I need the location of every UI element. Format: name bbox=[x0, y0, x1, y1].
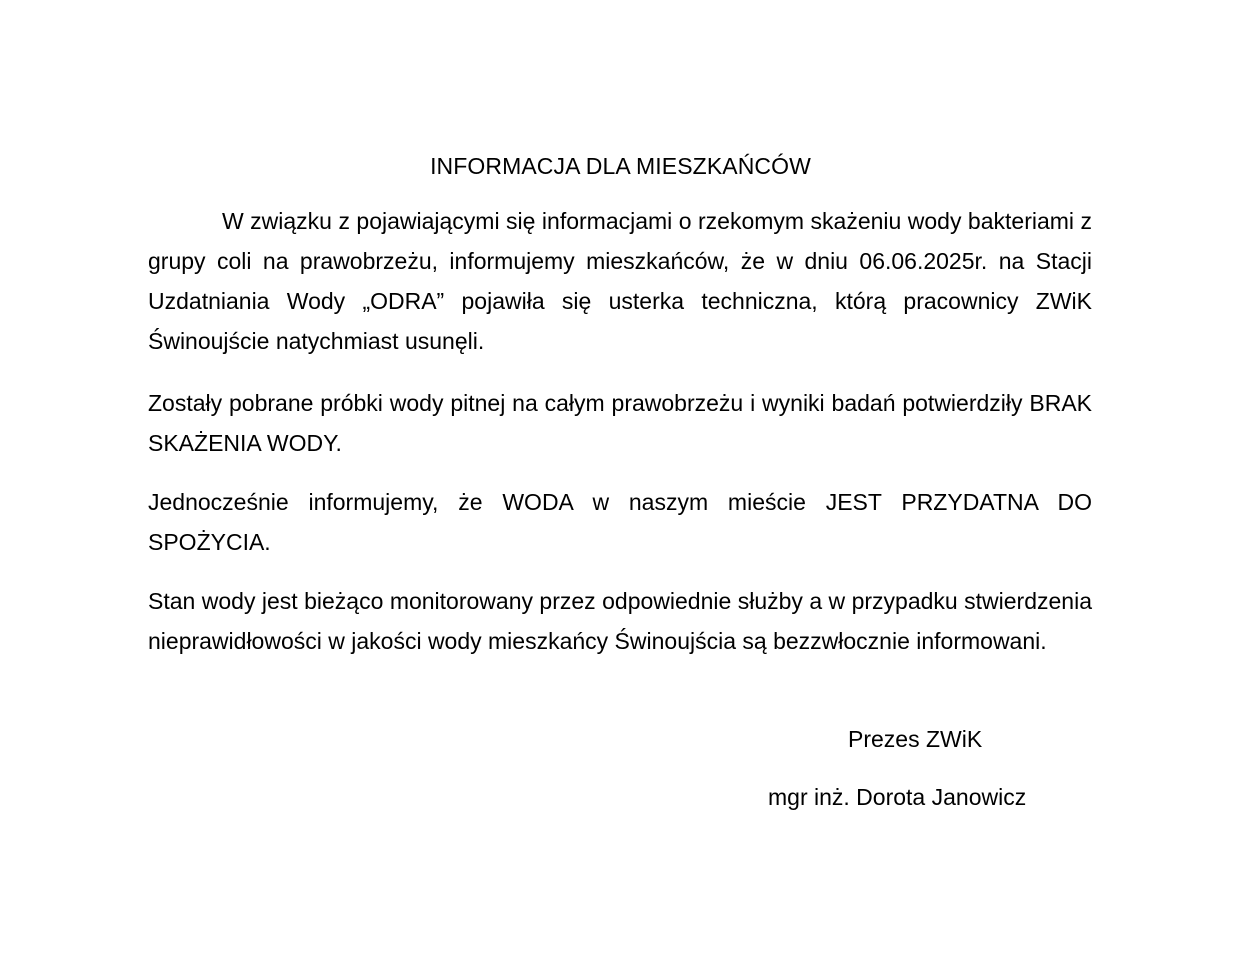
paragraph-incident: W związku z pojawiającymi się informacjami o rzekomym skażeniu wody bakteriami z grupy coli na prawobrzeżu, informujemy mieszkańców, że w dniu 06.06.2025r. na Stacji Uzdatniania Wody „ODRA” pojawiła się usterka techniczna, którą pracownicy ZWiK Świnoujście natychmiast usunęli. bbox=[148, 208, 1092, 354]
signature-role: Prezes ZWiK bbox=[848, 726, 983, 752]
document-title: INFORMACJA DLA MIESZKAŃCÓW bbox=[430, 153, 811, 179]
paragraph-water-safe: Jednocześnie informujemy, że WODA w naszym mieście JEST PRZYDATNA DO SPOŻYCIA. bbox=[148, 489, 1092, 555]
paragraph-monitoring: Stan wody jest bieżąco monitorowany przez odpowiednie służby a w przypadku stwierdzenia nieprawidłowości w jakości wody mieszkańcy Świnoujścia są bezzwłocznie informowani. bbox=[148, 588, 1092, 654]
signature-name: mgr inż. Dorota Janowicz bbox=[768, 784, 1027, 810]
paragraph-test-results: Zostały pobrane próbki wody pitnej na całym prawobrzeżu i wyniki badań potwierdziły BRAK SKAŻENIA WODY. bbox=[148, 390, 1092, 456]
